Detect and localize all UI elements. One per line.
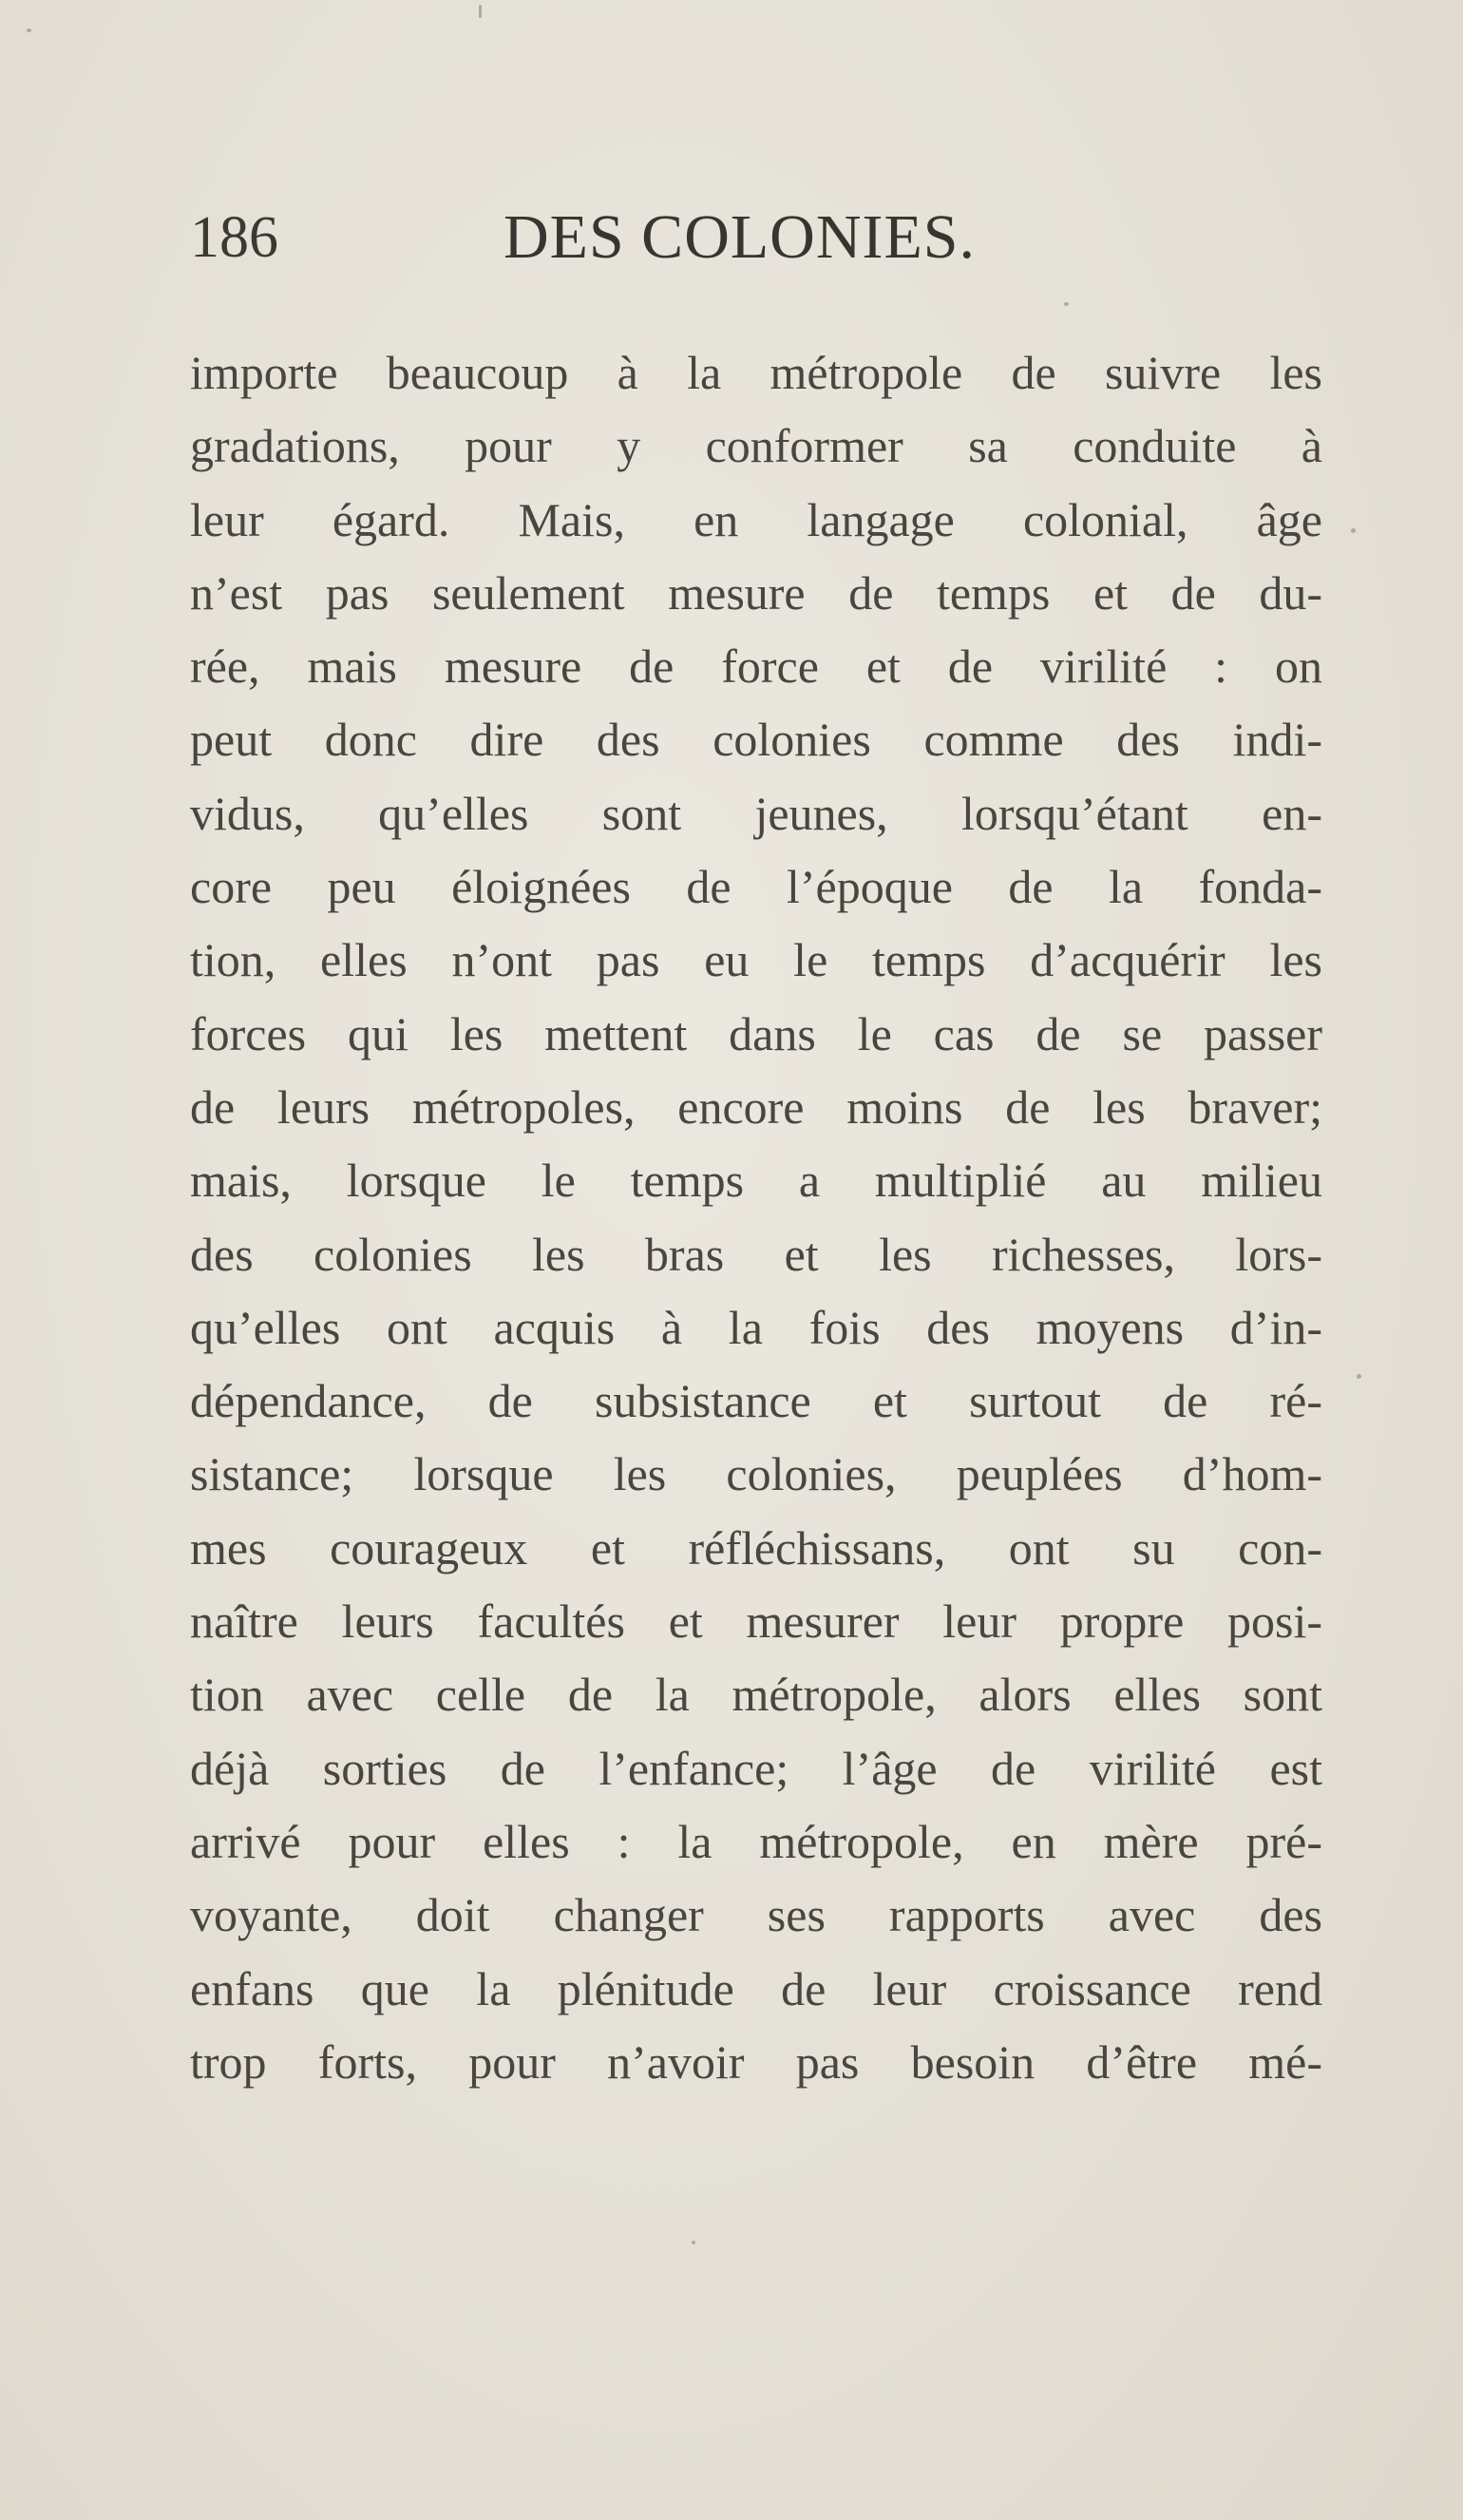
text-line: rée, mais mesure de force et de virilité : on — [190, 640, 1322, 694]
text-line: dépendance, de subsistance et surtout de ré- — [190, 1374, 1322, 1428]
text-line: qu’elles ont acquis à la fois des moyens d’in- — [190, 1300, 1322, 1354]
paper-speck — [1064, 302, 1069, 306]
text-line: importe beaucoup à la métropole de suivre les — [190, 346, 1322, 399]
text-line: vidus, qu’elles sont jeunes, lorsqu’étant en- — [190, 786, 1322, 840]
text-line: leur égard. Mais, en langage colonial, âge — [190, 492, 1322, 546]
page-header — [190, 195, 1320, 280]
text-line: n’est pas seulement mesure de temps et de du- — [190, 565, 1322, 620]
paper-speck — [692, 2241, 695, 2244]
text-line: core peu éloignées de l’époque de la fonda- — [190, 860, 1322, 914]
text-line: naître leurs facultés et mesurer leur propre posi- — [190, 1594, 1322, 1649]
paper-speck — [1357, 1374, 1361, 1379]
text-line: de leurs métropoles, encore moins de les braver; — [190, 1079, 1322, 1134]
text-line: déjà sorties de l’enfance; l’âge de virilité est — [190, 1741, 1322, 1795]
text-line: trop forts, pour n’avoir pas besoin d’être mé- — [190, 2034, 1322, 2089]
text-line: arrivé pour elles : la métropole, en mère pré- — [190, 1814, 1322, 1868]
paper-speck — [27, 29, 31, 32]
text-line: tion avec celle de la métropole, alors elles sont — [190, 1668, 1322, 1722]
paper-speck — [479, 5, 482, 18]
paper-speck — [1351, 528, 1356, 533]
text-line: des colonies les bras et les richesses, lors- — [190, 1227, 1322, 1281]
text-line: enfans que la plénitude de leur croissance rend — [190, 1961, 1322, 2015]
text-line: mais, lorsque le temps a multiplié au milieu — [190, 1154, 1322, 1208]
text-line: mes courageux et réfléchissans, ont su con- — [190, 1520, 1322, 1575]
text-line: tion, elles n’ont pas eu le temps d’acquérir les — [190, 933, 1322, 987]
running-title: DES COLONIES. — [504, 202, 977, 272]
page-number: 186 — [190, 205, 278, 270]
text-line: gradations, pour y conformer sa conduite à — [190, 419, 1322, 473]
text-line: sistance; lorsque les colonies, peuplées d’hom- — [190, 1447, 1322, 1501]
text-line: forces qui les mettent dans le cas de se passer — [190, 1006, 1322, 1060]
text-line: peut donc dire des colonies comme des indi- — [190, 713, 1322, 767]
body-text — [190, 336, 1322, 2099]
text-line: voyante, doit changer ses rapports avec des — [190, 1888, 1322, 1942]
